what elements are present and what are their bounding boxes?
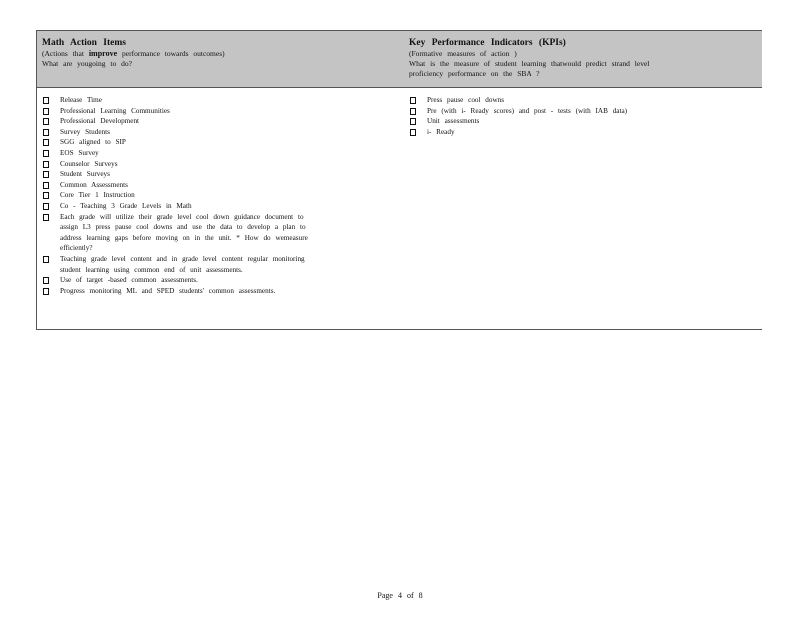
list-item [42, 106, 402, 117]
bullet-box-icon [43, 108, 49, 115]
kpi-subtitle: (Formative measures of action ) [409, 49, 517, 58]
action-items-subtitle [42, 49, 225, 58]
list-item-line: Unit assessments [427, 117, 480, 126]
list-item-line: efficiently? [60, 244, 93, 253]
list-item [409, 95, 759, 106]
list-item-line: i- Ready [427, 127, 455, 136]
list-item [42, 159, 402, 170]
list-item [42, 116, 402, 127]
bullet-box-icon [43, 97, 49, 104]
list-item-line: assign L3 press pause cool downs and use the data to develop a plan to [60, 223, 306, 232]
list-item [409, 127, 759, 138]
action-items-list [42, 95, 402, 296]
list-item [42, 286, 402, 297]
bullet-box-icon [43, 118, 49, 125]
bullet-box-icon [43, 288, 49, 295]
list-item-line: Co - Teaching 3 Grade Levels in Math [60, 201, 192, 210]
action-items-question: What are yougoing to do? [42, 59, 132, 68]
action-items-column [42, 95, 402, 296]
subtitle-emphasis: improve [88, 49, 118, 58]
list-item-line: Survey Students [60, 127, 110, 136]
list-item [409, 116, 759, 127]
list-item [42, 127, 402, 138]
list-item [42, 275, 402, 286]
bullet-box-icon [410, 108, 416, 115]
list-item-line: Professional Development [60, 117, 140, 126]
bullet-box-icon [43, 192, 49, 199]
kpi-question-line2: proficiency performance on the SBA ? [409, 69, 540, 78]
list-item-line: Common Assessments [60, 180, 128, 189]
kpi-question-line1: What is the measure of student learning thatwould predict strand level [409, 59, 650, 68]
list-item-line: student learning using common end of unit assessments. [60, 265, 243, 274]
bullet-box-icon [410, 129, 416, 136]
list-item-line: Press pause cool downs [427, 96, 505, 104]
subtitle-part: performance towards outcomes) [122, 49, 225, 58]
list-item-line: address learning gaps before moving on in the unit. * How do wemeasure [60, 233, 308, 242]
bullet-box-icon [43, 203, 49, 210]
list-item-line: Use of target -based common assessments. [60, 276, 198, 285]
bullet-box-icon [43, 277, 49, 284]
bullet-box-icon [410, 118, 416, 125]
bullet-box-icon [43, 129, 49, 136]
list-item [42, 190, 402, 201]
page-number: Page 4 of 8 [377, 591, 423, 600]
bullet-box-icon [43, 139, 49, 146]
list-item [42, 254, 402, 275]
list-item-line: Progress monitoring ML and SPED students' common assessments. [60, 286, 276, 295]
subtitle-part: (Actions that [42, 49, 84, 58]
list-item [409, 106, 759, 117]
bullet-box-icon [43, 182, 49, 189]
bullet-box-icon [43, 150, 49, 157]
bullet-box-icon [43, 214, 49, 221]
list-item-line: SGG aligned to SIP [60, 138, 126, 147]
bullet-box-icon [43, 256, 49, 263]
bullet-box-icon [43, 171, 49, 178]
list-item-line: Counselor Surveys [60, 159, 118, 168]
list-item [42, 180, 402, 191]
list-item [42, 169, 402, 180]
kpi-title: Key Performance Indicators (KPIs) [409, 38, 566, 48]
list-item [42, 201, 402, 212]
list-item [42, 148, 402, 159]
action-kpi-table [36, 30, 762, 330]
list-item-line: Pre (with i- Ready scores) and post - tests (with IAB data) [427, 106, 628, 115]
list-item-line: Student Surveys [60, 170, 110, 179]
list-item-line: Release Time [60, 96, 102, 104]
list-item [42, 137, 402, 148]
bullet-box-icon [410, 97, 416, 104]
table-header-row [37, 31, 762, 88]
list-item [42, 95, 402, 106]
list-item-line: Core Tier 1 Instruction [60, 191, 135, 200]
kpi-column [409, 95, 759, 137]
list-item-line: EOS Survey [60, 148, 99, 157]
list-item-line: Each grade will utilize their grade level cool down guidance document to [60, 212, 304, 221]
list-item-line: Teaching grade level content and in grade level content regular monitoring [60, 254, 305, 263]
bullet-box-icon [43, 161, 49, 168]
kpi-list [409, 95, 759, 137]
list-item-line: Professional Learning Communities [60, 106, 170, 115]
action-items-title: Math Action Items [42, 38, 126, 48]
list-item [42, 212, 402, 254]
